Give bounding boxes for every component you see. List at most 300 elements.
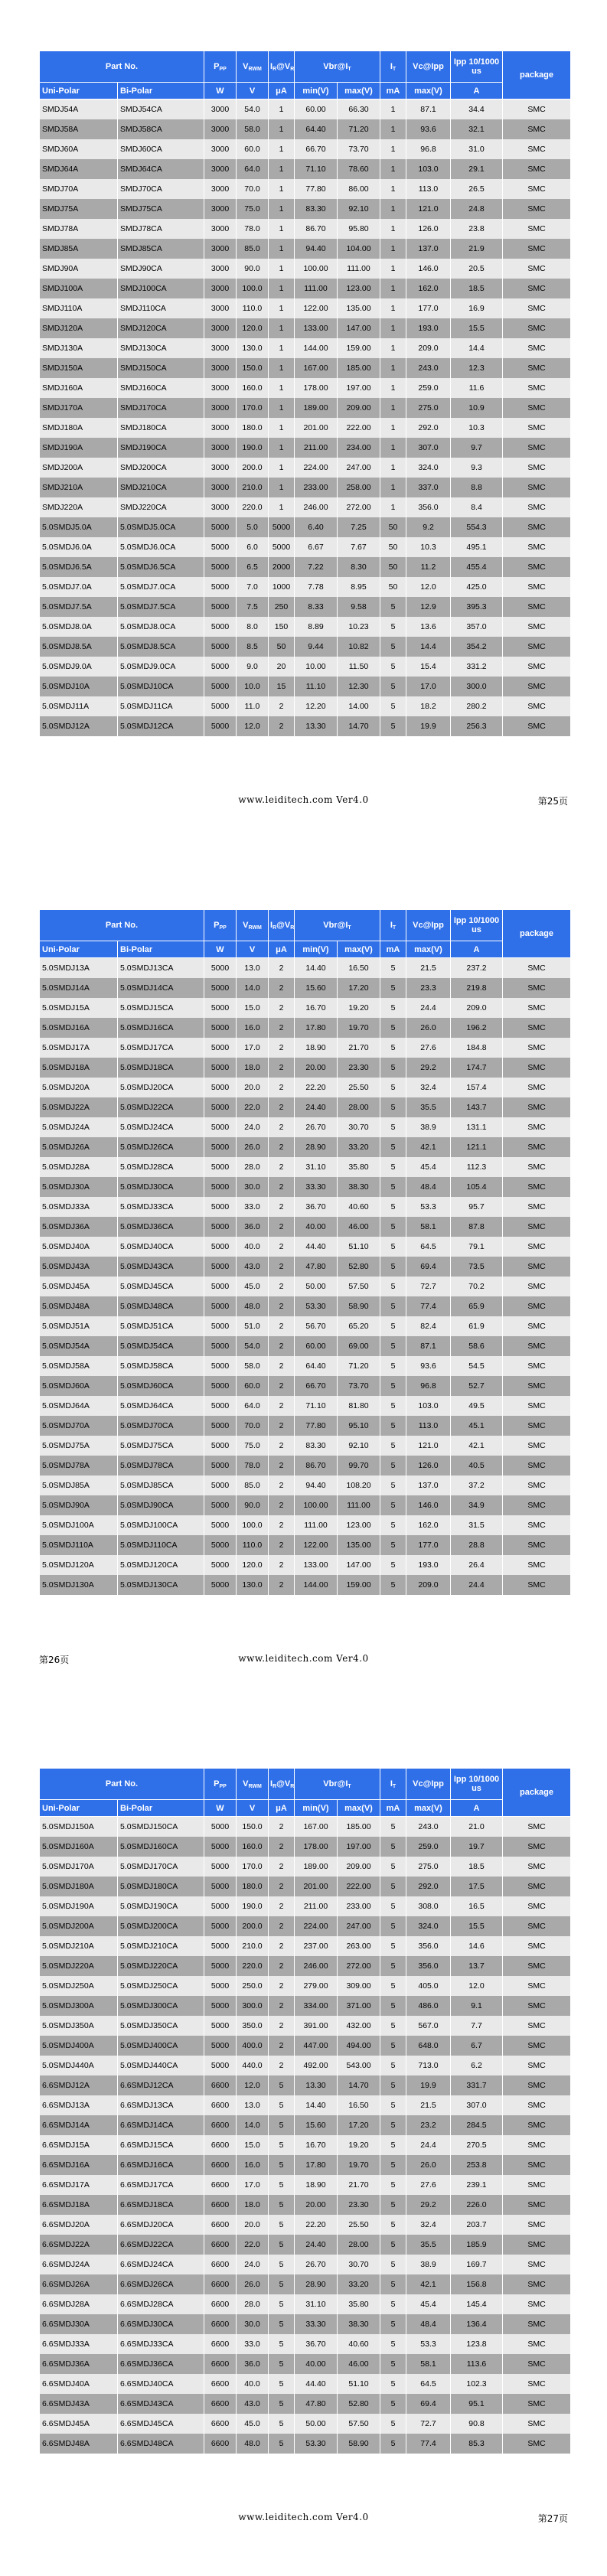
cell-package: SMC (503, 597, 571, 617)
cell-package: SMC (503, 1916, 571, 1936)
cell-ppp: 6600 (204, 2354, 237, 2374)
cell-vbr-min: 53.30 (295, 2434, 338, 2454)
cell-ipp: 15.5 (451, 318, 503, 338)
header-vrwm: $V_{RWM}$ (237, 910, 269, 941)
cell-vrwm: 180.0 (237, 1877, 269, 1896)
cell-vc: 209.0 (406, 1575, 451, 1595)
cell-it: 5 (380, 2215, 406, 2235)
cell-bi-polar: 6.6SMDJ16CA (118, 2155, 204, 2175)
cell-vrwm: 15.0 (237, 2135, 269, 2155)
cell-vbr-max: 10.23 (338, 617, 380, 637)
cell-bi-polar: 5.0SMDJ14CA (118, 978, 204, 998)
footer-site: www.leiditech.com Ver4.0 (238, 794, 369, 805)
cell-vbr-max: 263.00 (338, 1936, 380, 1956)
cell-uni-polar: 5.0SMDJ58A (40, 1356, 118, 1376)
cell-ipp: 9.1 (451, 1996, 503, 2016)
cell-ppp: 5000 (204, 597, 237, 617)
cell-vc: 77.4 (406, 1296, 451, 1316)
cell-vc: 121.0 (406, 199, 451, 219)
cell-vrwm: 75.0 (237, 199, 269, 219)
cell-vbr-min: 17.80 (295, 1018, 338, 1038)
cell-vc: 292.0 (406, 418, 451, 438)
table-row (40, 418, 571, 438)
cell-vbr-min: 100.00 (295, 259, 338, 279)
cell-ppp: 3000 (204, 458, 237, 478)
cell-ipp: 8.8 (451, 478, 503, 497)
cell-ir: 20 (269, 657, 295, 677)
cell-vrwm: 200.0 (237, 458, 269, 478)
cell-package: SMC (503, 318, 571, 338)
cell-ppp: 5000 (204, 2036, 237, 2056)
cell-vbr-max: 272.00 (338, 1956, 380, 1976)
cell-vbr-min: 167.00 (295, 1817, 338, 1837)
cell-vbr-max: 40.60 (338, 1197, 380, 1217)
cell-vbr-min: 47.80 (295, 2394, 338, 2414)
cell-uni-polar: 5.0SMDJ43A (40, 1257, 118, 1277)
cell-ppp: 3000 (204, 478, 237, 497)
unit-w: W (204, 941, 237, 958)
cell-ppp: 5000 (204, 1376, 237, 1396)
cell-ipp: 455.4 (451, 557, 503, 577)
cell-ir: 50 (269, 637, 295, 657)
cell-ir: 5 (269, 2135, 295, 2155)
cell-bi-polar: SMDJ90CA (118, 259, 204, 279)
cell-package: SMC (503, 398, 571, 418)
table-row (40, 318, 571, 338)
cell-bi-polar: 6.6SMDJ30CA (118, 2314, 204, 2334)
cell-ipp: 12.0 (451, 1976, 503, 1996)
cell-it: 5 (380, 1877, 406, 1896)
cell-package: SMC (503, 696, 571, 716)
cell-ir: 1 (269, 239, 295, 259)
cell-vrwm: 36.0 (237, 1217, 269, 1237)
table-row (40, 1817, 571, 1837)
table-row (40, 1018, 571, 1038)
cell-ipp: 34.9 (451, 1495, 503, 1515)
cell-uni-polar: 6.6SMDJ30A (40, 2314, 118, 2334)
cell-ir: 5 (269, 2354, 295, 2374)
cell-ipp: 136.4 (451, 2314, 503, 2334)
cell-it: 5 (380, 1495, 406, 1515)
unit-v: V (237, 83, 269, 99)
unit-min-v: min(V) (295, 83, 338, 99)
cell-package: SMC (503, 219, 571, 239)
cell-vc: 307.0 (406, 438, 451, 458)
cell-bi-polar: 6.6SMDJ28CA (118, 2294, 204, 2314)
cell-bi-polar: 6.6SMDJ43CA (118, 2394, 204, 2414)
unit-min-v: min(V) (295, 1800, 338, 1817)
cell-bi-polar: SMDJ150CA (118, 358, 204, 378)
cell-it: 5 (380, 1817, 406, 1837)
cell-ipp: 49.5 (451, 1396, 503, 1416)
cell-ppp: 6600 (204, 2394, 237, 2414)
cell-vrwm: 22.0 (237, 1097, 269, 1117)
cell-uni-polar: 5.0SMDJ20A (40, 1078, 118, 1097)
cell-ir: 5 (269, 2175, 295, 2195)
cell-vc: 113.0 (406, 1416, 451, 1436)
cell-uni-polar: 5.0SMDJ250A (40, 1976, 118, 1996)
cell-vc: 12.0 (406, 577, 451, 597)
cell-vrwm: 8.0 (237, 617, 269, 637)
cell-vbr-max: 19.70 (338, 2155, 380, 2175)
cell-ir: 5 (269, 2235, 295, 2255)
cell-vbr-max: 108.20 (338, 1475, 380, 1495)
cell-it: 5 (380, 1396, 406, 1416)
cell-ipp: 331.2 (451, 657, 503, 677)
cell-package: SMC (503, 2354, 571, 2374)
cell-vc: 15.4 (406, 657, 451, 677)
cell-vbr-max: 14.70 (338, 716, 380, 736)
cell-ppp: 5000 (204, 1038, 237, 1058)
cell-ipp: 300.0 (451, 677, 503, 696)
cell-vbr-min: 36.70 (295, 1197, 338, 1217)
cell-vrwm: 28.0 (237, 2294, 269, 2314)
table-row (40, 1336, 571, 1356)
cell-it: 5 (380, 998, 406, 1018)
cell-vbr-min: 86.70 (295, 1456, 338, 1475)
cell-ir: 2 (269, 1277, 295, 1296)
header-ppp: $P_{PP}$ (204, 910, 237, 941)
cell-package: SMC (503, 1157, 571, 1177)
cell-ipp: 105.4 (451, 1177, 503, 1197)
header-ppp: $P_{PP}$ (204, 1769, 237, 1800)
cell-vrwm: 58.0 (237, 119, 269, 139)
cell-it: 5 (380, 1217, 406, 1237)
unit-min-v: min(V) (295, 941, 338, 958)
cell-it: 1 (380, 318, 406, 338)
cell-it: 5 (380, 1936, 406, 1956)
cell-ipp: 156.8 (451, 2274, 503, 2294)
cell-ir: 2 (269, 1515, 295, 1535)
cell-vrwm: 10.0 (237, 677, 269, 696)
cell-vrwm: 160.0 (237, 1837, 269, 1857)
cell-vbr-min: 33.30 (295, 2314, 338, 2334)
cell-it: 5 (380, 2175, 406, 2195)
cell-vbr-max: 21.70 (338, 1038, 380, 1058)
cell-vbr-max: 309.00 (338, 1976, 380, 1996)
cell-ipp: 7.7 (451, 2016, 503, 2036)
cell-ipp: 10.3 (451, 418, 503, 438)
cell-ir: 2 (269, 1956, 295, 1976)
cell-ipp: 79.1 (451, 1237, 503, 1257)
cell-ipp: 21.0 (451, 1817, 503, 1837)
cell-bi-polar: 6.6SMDJ14CA (118, 2115, 204, 2135)
spec-table-wrapper (39, 51, 570, 736)
cell-package: SMC (503, 1555, 571, 1575)
cell-ir: 2 (269, 1356, 295, 1376)
cell-ir: 1 (269, 338, 295, 358)
cell-ppp: 5000 (204, 1296, 237, 1316)
cell-vbr-max: 432.00 (338, 2016, 380, 2036)
cell-package: SMC (503, 1296, 571, 1316)
unit-max-v: max(V) (338, 83, 380, 99)
cell-vrwm: 60.0 (237, 139, 269, 159)
cell-ppp: 6600 (204, 2314, 237, 2334)
cell-package: SMC (503, 2255, 571, 2274)
table-row (40, 1495, 571, 1515)
cell-bi-polar: 5.0SMDJ15CA (118, 998, 204, 1018)
cell-it: 1 (380, 298, 406, 318)
cell-uni-polar: 6.6SMDJ18A (40, 2195, 118, 2215)
table-row (40, 597, 571, 617)
cell-bi-polar: 5.0SMDJ20CA (118, 1078, 204, 1097)
cell-ipp: 54.5 (451, 1356, 503, 1376)
cell-vbr-max: 21.70 (338, 2175, 380, 2195)
cell-vc: 275.0 (406, 1857, 451, 1877)
cell-vbr-max: 17.20 (338, 2115, 380, 2135)
cell-uni-polar: 5.0SMDJ210A (40, 1936, 118, 1956)
cell-uni-polar: 5.0SMDJ17A (40, 1038, 118, 1058)
header-it: $I_T$ (380, 910, 406, 941)
cell-ir: 1000 (269, 577, 295, 597)
cell-ppp: 5000 (204, 958, 237, 979)
cell-ir: 2 (269, 716, 295, 736)
table-row (40, 2075, 571, 2095)
cell-uni-polar: 5.0SMDJ51A (40, 1316, 118, 1336)
cell-ipp: 24.4 (451, 1575, 503, 1595)
cell-package: SMC (503, 1535, 571, 1555)
cell-bi-polar: 5.0SMDJ26CA (118, 1137, 204, 1157)
cell-ipp: 32.1 (451, 119, 503, 139)
cell-ipp: 354.2 (451, 637, 503, 657)
cell-ir: 1 (269, 398, 295, 418)
cell-vbr-max: 8.30 (338, 557, 380, 577)
cell-package: SMC (503, 617, 571, 637)
cell-uni-polar: 5.0SMDJ13A (40, 958, 118, 979)
cell-uni-polar: 5.0SMDJ110A (40, 1535, 118, 1555)
header-ipp: Ipp 10/1000 us (451, 910, 503, 941)
cell-vbr-max: 51.10 (338, 1237, 380, 1257)
cell-uni-polar: SMDJ210A (40, 478, 118, 497)
cell-vbr-max: 30.70 (338, 1117, 380, 1137)
cell-vrwm: 200.0 (237, 1916, 269, 1936)
cell-package: SMC (503, 1018, 571, 1038)
cell-ppp: 5000 (204, 557, 237, 577)
cell-ppp: 5000 (204, 1817, 237, 1837)
cell-uni-polar: 6.6SMDJ24A (40, 2255, 118, 2274)
cell-vbr-min: 26.70 (295, 2255, 338, 2274)
cell-vc: 87.1 (406, 1336, 451, 1356)
cell-package: SMC (503, 1936, 571, 1956)
cell-it: 5 (380, 1976, 406, 1996)
cell-uni-polar: 5.0SMDJ70A (40, 1416, 118, 1436)
cell-vc: 10.3 (406, 537, 451, 557)
cell-vrwm: 180.0 (237, 418, 269, 438)
cell-package: SMC (503, 2294, 571, 2314)
table-row (40, 1956, 571, 1976)
header-bi-polar: Bi-Polar (118, 83, 204, 99)
cell-bi-polar: SMDJ120CA (118, 318, 204, 338)
cell-bi-polar: SMDJ100CA (118, 279, 204, 298)
cell-vbr-max: 233.00 (338, 1896, 380, 1916)
cell-vrwm: 18.0 (237, 2195, 269, 2215)
cell-package: SMC (503, 1277, 571, 1296)
header-uni-polar: Uni-Polar (40, 1800, 118, 1817)
cell-ir: 2 (269, 2016, 295, 2036)
table-row (40, 1217, 571, 1237)
cell-vbr-max: 52.80 (338, 2394, 380, 2414)
cell-it: 5 (380, 1058, 406, 1078)
cell-uni-polar: 5.0SMDJ75A (40, 1436, 118, 1456)
cell-vrwm: 170.0 (237, 398, 269, 418)
cell-uni-polar: 5.0SMDJ64A (40, 1396, 118, 1416)
cell-bi-polar: 5.0SMDJ150CA (118, 1817, 204, 1837)
cell-ipp: 256.3 (451, 716, 503, 736)
table-row (40, 1157, 571, 1177)
cell-package: SMC (503, 998, 571, 1018)
cell-bi-polar: 5.0SMDJ13CA (118, 958, 204, 979)
cell-ipp: 169.7 (451, 2255, 503, 2274)
cell-ir: 2 (269, 1058, 295, 1078)
cell-vbr-min: 133.00 (295, 318, 338, 338)
cell-ipp: 37.2 (451, 1475, 503, 1495)
cell-ir: 5 (269, 2274, 295, 2294)
cell-bi-polar: 6.6SMDJ22CA (118, 2235, 204, 2255)
cell-ipp: 14.4 (451, 338, 503, 358)
cell-ipp: 253.8 (451, 2155, 503, 2175)
header-vbr: $Vbr@I_T$ (295, 1769, 380, 1800)
cell-it: 1 (380, 458, 406, 478)
cell-bi-polar: 6.6SMDJ18CA (118, 2195, 204, 2215)
header-ir: $I_R@V_R$ (269, 1769, 295, 1800)
cell-vc: 48.4 (406, 1177, 451, 1197)
cell-uni-polar: 5.0SMDJ26A (40, 1137, 118, 1157)
table-row (40, 577, 571, 597)
cell-uni-polar: 5.0SMDJ8.5A (40, 637, 118, 657)
cell-it: 1 (380, 338, 406, 358)
cell-vrwm: 14.0 (237, 2115, 269, 2135)
cell-vbr-min: 12.20 (295, 696, 338, 716)
cell-package: SMC (503, 2215, 571, 2235)
table-row (40, 199, 571, 219)
cell-package: SMC (503, 2235, 571, 2255)
cell-package: SMC (503, 2016, 571, 2036)
cell-bi-polar: 5.0SMDJ70CA (118, 1416, 204, 1436)
cell-ir: 2 (269, 1097, 295, 1117)
cell-uni-polar: 5.0SMDJ300A (40, 1996, 118, 2016)
header-part-no: Part No. (40, 910, 204, 941)
table-row (40, 998, 571, 1018)
cell-package: SMC (503, 1456, 571, 1475)
cell-ipp: 95.1 (451, 2394, 503, 2414)
cell-it: 5 (380, 1316, 406, 1336)
cell-ipp: 184.8 (451, 1038, 503, 1058)
cell-bi-polar: SMDJ200CA (118, 458, 204, 478)
table-row (40, 617, 571, 637)
cell-ipp: 20.5 (451, 259, 503, 279)
cell-uni-polar: SMDJ200A (40, 458, 118, 478)
cell-ir: 5 (269, 2215, 295, 2235)
table-row (40, 1535, 571, 1555)
cell-vbr-min: 14.40 (295, 2095, 338, 2115)
cell-vc: 48.4 (406, 2314, 451, 2334)
cell-ir: 1 (269, 119, 295, 139)
cell-vbr-min: 11.10 (295, 677, 338, 696)
cell-uni-polar: SMDJ110A (40, 298, 118, 318)
table-row (40, 1117, 571, 1137)
header-vc: Vc@Ipp (406, 910, 451, 941)
cell-bi-polar: 5.0SMDJ58CA (118, 1356, 204, 1376)
cell-package: SMC (503, 438, 571, 458)
cell-ppp: 5000 (204, 1257, 237, 1277)
cell-vbr-min: 83.30 (295, 1436, 338, 1456)
cell-bi-polar: 6.6SMDJ17CA (118, 2175, 204, 2195)
cell-it: 5 (380, 1157, 406, 1177)
table-row (40, 298, 571, 318)
cell-it: 5 (380, 1336, 406, 1356)
cell-vrwm: 190.0 (237, 1896, 269, 1916)
cell-ppp: 3000 (204, 497, 237, 517)
cell-ipp: 24.8 (451, 199, 503, 219)
table-row (40, 2036, 571, 2056)
cell-vbr-min: 233.00 (295, 478, 338, 497)
cell-ppp: 5000 (204, 1857, 237, 1877)
cell-vbr-max: 123.00 (338, 279, 380, 298)
cell-bi-polar: 5.0SMDJ5.0CA (118, 517, 204, 537)
cell-ir: 2 (269, 1916, 295, 1936)
table-row (40, 1257, 571, 1277)
cell-vbr-min: 24.40 (295, 1097, 338, 1117)
cell-ir: 1 (269, 159, 295, 179)
cell-ppp: 5000 (204, 1936, 237, 1956)
cell-ppp: 6600 (204, 2374, 237, 2394)
cell-it: 5 (380, 1837, 406, 1857)
cell-ppp: 6600 (204, 2135, 237, 2155)
cell-vc: 45.4 (406, 2294, 451, 2314)
cell-it: 1 (380, 139, 406, 159)
cell-it: 50 (380, 577, 406, 597)
cell-it: 5 (380, 1197, 406, 1217)
table-row (40, 637, 571, 657)
cell-it: 5 (380, 1515, 406, 1535)
page-footer (0, 2509, 607, 2527)
cell-vbr-min: 178.00 (295, 378, 338, 398)
cell-vbr-max: 258.00 (338, 478, 380, 497)
footer-site: www.leiditech.com Ver4.0 (238, 1653, 369, 1664)
cell-vbr-max: 92.10 (338, 199, 380, 219)
table-row (40, 478, 571, 497)
table-row (40, 1396, 571, 1416)
cell-package: SMC (503, 2334, 571, 2354)
cell-vbr-max: 46.00 (338, 2354, 380, 2374)
header-ir: $I_R@V_R$ (269, 51, 295, 83)
table-row (40, 378, 571, 398)
cell-ir: 2 (269, 1038, 295, 1058)
cell-ir: 2 (269, 1936, 295, 1956)
cell-package: SMC (503, 458, 571, 478)
cell-package: SMC (503, 1336, 571, 1356)
cell-bi-polar: 5.0SMDJ60CA (118, 1376, 204, 1396)
cell-vbr-min: 94.40 (295, 239, 338, 259)
cell-vbr-min: 224.00 (295, 1916, 338, 1936)
cell-vbr-min: 189.00 (295, 1857, 338, 1877)
cell-it: 5 (380, 2155, 406, 2175)
cell-it: 5 (380, 696, 406, 716)
cell-vbr-max: 159.00 (338, 338, 380, 358)
table-row (40, 139, 571, 159)
cell-vbr-max: 95.10 (338, 1416, 380, 1436)
cell-vbr-min: 189.00 (295, 398, 338, 418)
cell-it: 5 (380, 1376, 406, 1396)
cell-package: SMC (503, 657, 571, 677)
cell-bi-polar: SMDJ190CA (118, 438, 204, 458)
cell-vbr-max: 111.00 (338, 259, 380, 279)
cell-vbr-max: 95.80 (338, 219, 380, 239)
cell-ipp: 143.7 (451, 1097, 503, 1117)
cell-ppp: 6600 (204, 2434, 237, 2454)
cell-package: SMC (503, 2056, 571, 2075)
cell-it: 1 (380, 418, 406, 438)
